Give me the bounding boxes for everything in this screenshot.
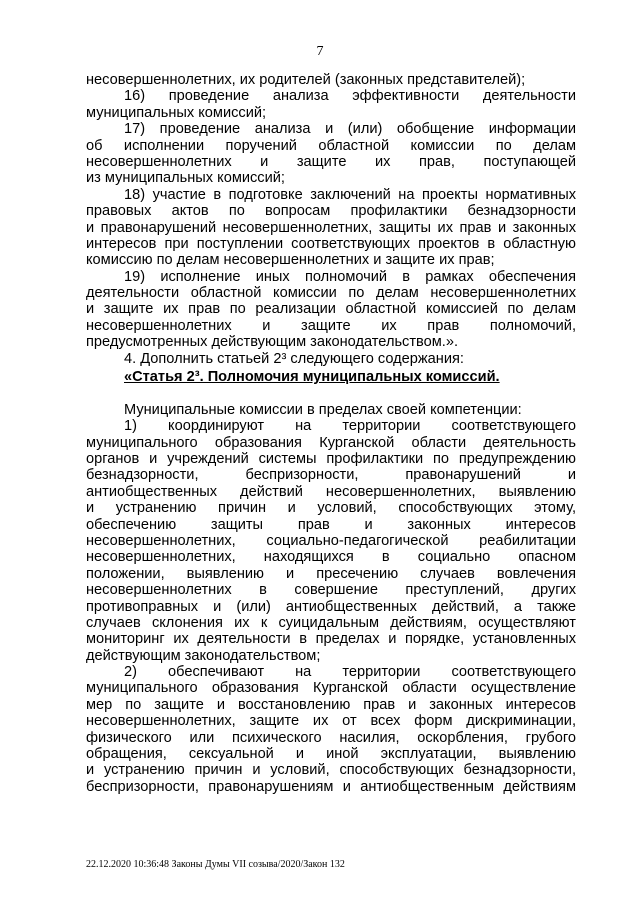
text-line: безнадзорности, беспризорности, правонарушений и	[86, 467, 576, 484]
text-line: несовершеннолетних в совершение преступлений, других	[86, 582, 576, 599]
text-line: и правонарушений несовершеннолетних, защиты их прав и законных	[86, 219, 576, 236]
text-line: несовершеннолетних, защите их от всех форм дискриминации,	[86, 713, 576, 730]
text-line: обращения, сексуальной и иной эксплуатации, выявлению	[86, 746, 576, 763]
text-line: 16) проведение анализа эффективности деятельности	[124, 88, 576, 105]
text-line: несовершеннолетних, их родителей (законных представителей);	[86, 72, 526, 88]
text-block-upper	[86, 72, 576, 367]
text-line: несовершеннолетних и защите их прав полномочий,	[86, 317, 576, 334]
text-line: антиобщественных действий несовершеннолетних, выявлению	[86, 483, 576, 500]
text-line: беспризорности, правонарушениям и антиобщественным действиям	[86, 778, 576, 795]
text-block-lower	[86, 402, 576, 795]
text-line: противоправных и (или) антиобщественных действий, а также	[86, 598, 576, 615]
text-line: и устранению причин и условий, способствующих безнадзорности,	[86, 762, 576, 779]
text-line: интересов при поступлении соответствующих проектов в областную	[86, 235, 576, 252]
text-line: из муниципальных комиссий;	[86, 170, 285, 187]
text-line: комиссию по делам несовершеннолетних и защите их прав;	[86, 252, 495, 269]
text-line: несовершеннолетних, находящихся в социально опасном	[86, 549, 576, 566]
text-line: 4. Дополнить статьей 2³ следующего содержания:	[124, 350, 464, 367]
text-line: муниципального образования Курганской области осуществление	[86, 680, 576, 697]
text-line: 1) координируют на территории соответствующего	[124, 418, 576, 435]
text-line: деятельности областной комиссии по делам несовершеннолетних	[86, 285, 576, 302]
document-body	[86, 72, 576, 795]
text-line: действующим законодательством;	[86, 647, 321, 664]
text-line: правовых актов по вопросам профилактики безнадзорности	[86, 203, 576, 220]
text-line: 18) участие в подготовке заключений на проекты нормативных	[124, 186, 576, 203]
text-line: положении, выявлению и пресечению случаев вовлечения	[86, 565, 576, 582]
text-line: мониторинг их деятельности в пределах и порядке, установленных	[86, 631, 576, 648]
text-line: и защите их прав по реализации областной комиссией по делам	[86, 301, 576, 318]
text-line: органов и учреждений системы профилактики по предупреждению	[86, 450, 576, 467]
text-line: Муниципальные комиссии в пределах своей компетенции:	[124, 401, 522, 418]
text-line: мер по защите и восстановлению прав и законных интересов	[86, 696, 576, 713]
text-line: 2) обеспечивают на территории соответствующего	[124, 664, 576, 681]
text-line: муниципального образования Курганской области деятельность	[86, 434, 576, 451]
text-line: об исполнении поручений областной комиссии по делам	[86, 137, 576, 154]
text-line: 17) проведение анализа и (или) обобщение информации	[124, 121, 576, 138]
text-line: 19) исполнение иных полномочий в рамках обеспечения	[124, 268, 576, 285]
text-line: обеспечению защиты прав и законных интересов	[86, 516, 576, 533]
page-number: 7	[316, 44, 324, 59]
text-line: несовершеннолетних, социально-педагогической реабилитации	[86, 532, 576, 549]
text-line: случаев склонения их к суицидальным действиям, осуществляют	[86, 614, 576, 631]
text-line: физического или психического насилия, оскорбления, грубого	[86, 729, 576, 746]
article-heading: «Статья 2³. Полномочия муниципальных комиссий.	[124, 369, 500, 386]
text-line: муниципальных комиссий;	[86, 104, 267, 121]
text-line: несовершеннолетних и защите их прав, поступающей	[86, 153, 576, 170]
blank-line	[86, 385, 576, 401]
footer-stamp: 22.12.2020 10:36:48 Законы Думы VII созыва/2020/Закон 132	[86, 859, 345, 870]
text-line: предусмотренных действующим законодательством.».	[86, 334, 459, 351]
text-line: и устранению причин и условий, способствующих этому,	[86, 500, 576, 517]
